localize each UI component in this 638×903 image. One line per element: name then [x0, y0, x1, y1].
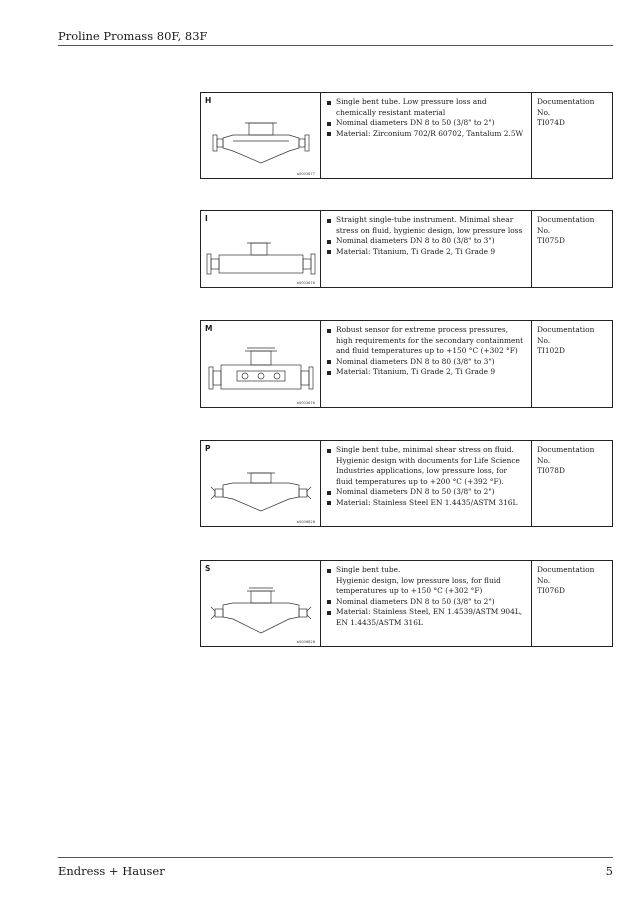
feature-item: Nominal diameters DN 8 to 80 (3/8" to 3") [327, 236, 525, 247]
feature-item: Nominal diameters DN 8 to 50 (3/8" to 2") [327, 487, 525, 498]
documentation-number: TI074D [537, 118, 565, 128]
figure-id: a0003678 [296, 281, 315, 285]
documentation-label: Documentation No. [537, 445, 595, 465]
feature-item-continued: EN 1.4435/ASTM 316L [336, 617, 423, 627]
sensor-description-cell [321, 93, 532, 178]
robust-flowmeter-drawing [201, 321, 321, 409]
feature-item: Single bent tube, minimal shear stress on fluid. Hygienic design with documents for Life Science Industries applications, low pressure loss, for fluid temperatures up to +200 °C (+392 °F). [327, 445, 525, 487]
hygienic-single-bent-tube-drawing [201, 561, 321, 648]
documentation-number: TI078D [537, 466, 565, 476]
feature-item: Single bent tube. [327, 565, 525, 576]
sensor-description-cell [321, 561, 532, 646]
sensor-row-h [200, 92, 613, 179]
documentation-label: Documentation No. [537, 325, 595, 345]
sensor-row-i [200, 210, 613, 288]
sensor-image-cell [201, 93, 321, 178]
feature-item: Material: Zirconium 702/R 60702, Tantalum 2.5W [327, 129, 525, 140]
documentation-number: TI076D [537, 586, 565, 596]
sensor-description-cell [321, 321, 532, 407]
page-header-title: Proline Promass 80F, 83F [58, 29, 208, 43]
documentation-cell [532, 93, 612, 178]
feature-item: Nominal diameters DN 8 to 50 (3/8" to 2") [327, 597, 525, 608]
feature-item-continued: Hygienic design, low pressure loss, for fluid temperatures up to +150 °C (+302 °F) [336, 575, 501, 596]
sensor-description-cell [321, 211, 532, 287]
sensor-row-p [200, 440, 613, 527]
sensor-code: H [205, 96, 212, 105]
documentation-number: TI102D [537, 346, 565, 356]
sensor-code: P [205, 444, 211, 453]
feature-item: Material: Titanium, Ti Grade 2, Ti Grade 9 [327, 367, 525, 378]
figure-id: a0006828 [296, 640, 315, 644]
documentation-label: Documentation No. [537, 215, 595, 235]
sensor-code: M [205, 324, 213, 333]
documentation-cell [532, 321, 612, 407]
feature-item: Single bent tube. Low pressure loss and chemically resistant material [327, 97, 525, 118]
feature-item: Robust sensor for extreme process pressures, high requirements for the secondary containment and fluid temperatures up to +150 °C (+302 °F) [327, 325, 525, 357]
feature-item: Material: Stainless Steel, EN 1.4539/ASTM 904L, [327, 607, 525, 618]
feature-item: Material: Stainless Steel EN 1.4435/ASTM 316L [327, 498, 525, 509]
documentation-number: TI075D [537, 236, 565, 246]
feature-item: Straight single-tube instrument. Minimal shear stress on fluid, hygienic design, low pressure loss [327, 215, 525, 236]
figure-id: a0003676 [296, 401, 315, 405]
sensor-code: I [205, 214, 208, 223]
documentation-label: Documentation No. [537, 565, 595, 585]
straight-tube-flowmeter-drawing [201, 211, 321, 289]
sensor-description-cell [321, 441, 532, 526]
sensor-image-cell [201, 211, 321, 287]
feature-item: Material: Titanium, Ti Grade 2, Ti Grade 9 [327, 247, 525, 258]
bent-tube-flowmeter-drawing [201, 93, 321, 180]
feature-item: Nominal diameters DN 8 to 80 (3/8" to 3") [327, 357, 525, 368]
documentation-cell [532, 441, 612, 526]
sensor-image-cell [201, 561, 321, 646]
header-rule [58, 45, 613, 46]
documentation-cell [532, 211, 612, 287]
sensor-image-cell [201, 321, 321, 407]
footer-company: Endress + Hauser [58, 864, 165, 878]
feature-item: Nominal diameters DN 8 to 50 (3/8" to 2") [327, 118, 525, 129]
page-number: 5 [605, 864, 613, 878]
footer-rule [58, 857, 613, 858]
hygienic-bent-tube-drawing [201, 441, 321, 528]
documentation-label: Documentation No. [537, 97, 595, 117]
figure-id: a0003677 [296, 172, 315, 176]
sensor-row-m [200, 320, 613, 408]
figure-id: a0006828 [296, 520, 315, 524]
sensor-code: S [205, 564, 211, 573]
sensor-row-s [200, 560, 613, 647]
sensor-image-cell [201, 441, 321, 526]
documentation-cell [532, 561, 612, 646]
